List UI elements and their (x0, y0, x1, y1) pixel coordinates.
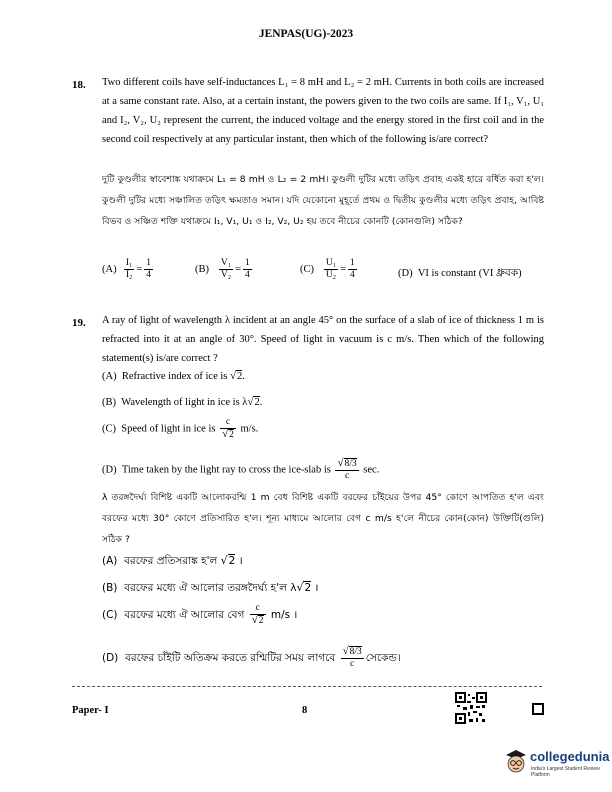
question-19-number: 19. (72, 317, 86, 329)
collegedunia-mascot-icon (504, 747, 528, 777)
question-18-number: 18. (72, 79, 86, 91)
logo-tagline: India's Largest Student Review Platform (531, 766, 600, 778)
q19-en-option-a: (A) Refractive index of ice is √2. (102, 370, 245, 382)
q19-bn-option-a: (A) বরফের প্রতিসরাঙ্ক হ'ল √2 । (102, 554, 243, 567)
q19-en-option-c: (C) Speed of light in ice is $\frac{c}{√2}$ m/s. (102, 417, 259, 440)
question-18-text-bn: দুটি কুণ্ডলীর স্বাবেশাঙ্ক যথাক্রমে L₁ = 8 mH ও L₂ = 2 mH। কুণ্ডলী দুটির মধ্যে তড়িৎ প্রবাহ একই হারে বর্ধিত করা হ'ল। কুণ্ডলী দুটির মধ্যে সঞ্চালিত তড়িৎ ক্ষমতাও সমান। যদি যেকোনো মুহূর্তে প্রথম ও দ্বিতীয় কুণ্ডলীর মধ্যে তড়িৎ প্রবাহ, আবিষ্ট বিভব ও সঞ্চিত শক্তি যথাক্রমে I₁, V₁, U₁ ও I₂, V₂, U₂ হয় তবে নীচের কোনটি (কোনগুলি) সঠিক? (102, 174, 544, 227)
logo-name: collegedunia (530, 749, 610, 764)
q19-bn-option-d: (D) বরফের চাঁইটি অতিক্রম করতে রশ্মিটির সময় লাগবে $\frac{√8/3}{c}$ সেকেন্ড। (102, 645, 401, 669)
q19-bn-option-b: (B) বরফের মধ্যে ঐ আলোর তরঙ্গদৈর্ঘ্য হ'ল λ√2 । (102, 581, 319, 594)
footer-page-number: 8 (302, 705, 308, 716)
question-19-text-bn: λ তরঙ্গদৈর্ঘ্য বিশিষ্ট একটি আলোকরশ্মি 1 m বেধ বিশিষ্ট একটি বরফের চাঁইয়ের উপর 45° কোণে আপতিত হ'ল এবং বরফের মধ্যে 30° কোণে প্রতিসারিত হ'ল। শূন্য মাধ্যমে আলোর বেগ c m/s হ'লে নীচের কোন(কোন) উক্তিটি(গুলি) সঠিক ? (102, 492, 544, 545)
question-19-text-en: A ray of light of wavelength λ incident at an angle 45° on the surface of a slab of ice of thickness 1 m is refracted into it at an angle of 30°. Speed of light in vacuum is c m/s. Then which of the following statement(s) is/are correct ? (102, 315, 544, 364)
question-18-text-en: Two different coils have self-inductances L₁ = 8 mH and L₂ = 2 mH. Currents in both coils are increased at a same constant rate. Also, at a certain instant, the powers given to the two coils are same. If I₁, V₁, U₁ and I₂, V₂, U₂ represent the current, the induced voltage and the energy stored in the first coil and in the second coil respectively at any particular instant, then which of the following is/are correct? (102, 77, 544, 145)
footer-paper-label: Paper- I (72, 705, 109, 716)
q19-en-option-b: (B) Wavelength of light in ice is λ√2. (102, 396, 263, 408)
q19-bn-option-c: (C) বরফের মধ্যে ঐ আলোর বেগ $\frac{c}{√2}$ m/s । (102, 603, 298, 626)
q18-option-b: (B) $\frac{\text{V₁}}{\text{V₂}}$ = $\frac{1}{4}$ (195, 258, 250, 280)
q18-option-d: (D) VI is constant (VI ধ্রুবক) (398, 268, 522, 279)
q18-option-a: (A) $\frac{\text{I₁}}{\text{I₂}}$ = $\frac{1}{4}$ (102, 258, 151, 280)
footer-divider (72, 686, 542, 687)
q19-en-option-d: (D) Time taken by the light ray to cross the ice-slab is $\frac{√8/3}{c}$ sec. (102, 457, 380, 481)
corner-square-icon (532, 703, 544, 715)
qr-code-icon (455, 692, 487, 724)
page-header: JENPAS(UG)-2023 (258, 28, 354, 40)
q18-option-c: (C) $\frac{\text{U₁}}{\text{U₂}}$ = $\frac{1}{4}$ (300, 258, 355, 280)
